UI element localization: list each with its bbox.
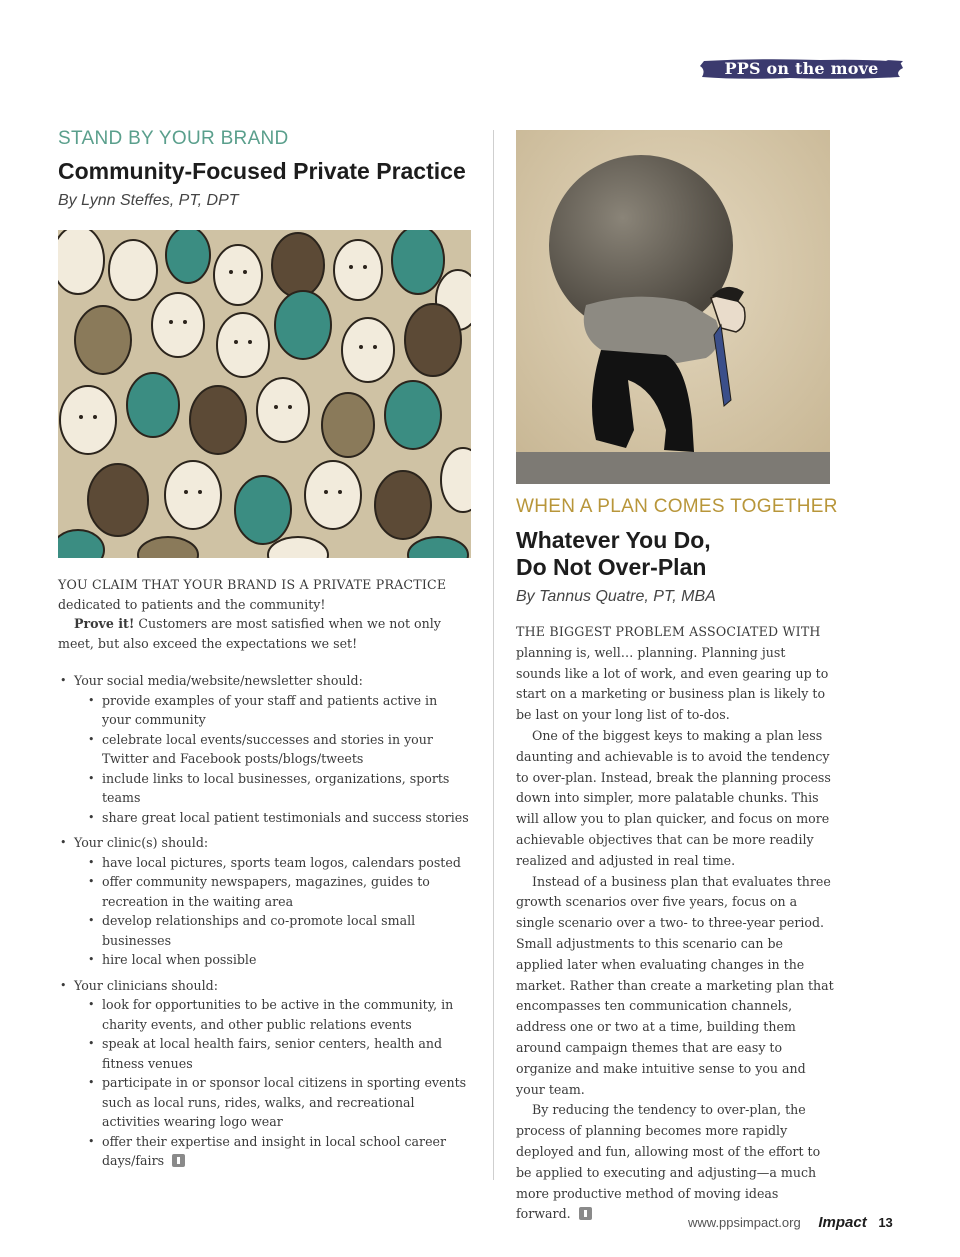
section-banner xyxy=(700,58,903,80)
list-item: • hire local when possible xyxy=(74,950,470,970)
list-item: • share great local patient testimonials and success stories xyxy=(74,808,470,828)
left-article-title: Community-Focused Private Practice xyxy=(58,158,466,184)
left-article-body xyxy=(58,575,470,1177)
boulder-illustration-graphic xyxy=(516,130,830,484)
list-group xyxy=(58,671,470,827)
right-article-body xyxy=(516,622,834,1225)
list-item-text: offer their expertise and insight in local school career days/fairs xyxy=(102,1133,447,1168)
list-item: • offer community newspapers, magazines, guides to recreation in the waiting area xyxy=(74,872,470,911)
right-intro-rest: planning is, well… planning. Planning just sounds like a lot of work, and even gearing up to start on a marketing or business plan is likely to be last on your long list of to-dos. xyxy=(516,644,829,723)
end-of-article-icon xyxy=(172,1154,185,1167)
footer-url[interactable]: www.ppsimpact.org xyxy=(688,1215,801,1230)
right-paragraph: Instead of a business plan that evaluates three growth scenarios over five years, focus on a single scenario over a two- to three-year period. Small adjustments to this scenario can be applied later when evaluating changes in the market. Rather than create a marketing plan that encompasses ten communication channels, address one or two at a time, building them around campaign themes that are easy to organize and make intuitive sense to you and your team. xyxy=(516,873,834,1097)
list-item: • speak at local health fairs, senior centers, health and fitness venues xyxy=(74,1034,470,1073)
right-article-title-line1: Whatever You Do, xyxy=(516,527,711,553)
list-item: • provide examples of your staff and patients active in your community xyxy=(74,691,470,730)
column-divider xyxy=(493,130,494,1180)
right-article-title xyxy=(516,527,711,581)
right-paragraph: By reducing the tendency to over-plan, the process of planning becomes more rapidly deployed and fun, allowing most of the effort to be applied to executing and adjusting—a much more productive method of moving ideas forward. xyxy=(516,1102,821,1222)
section-banner-label: PPS on the move xyxy=(724,59,879,78)
list-item xyxy=(74,1132,470,1171)
page-number: 13 xyxy=(878,1215,893,1230)
end-of-article-icon xyxy=(579,1207,592,1220)
right-intro-caps: THE BIGGEST PROBLEM ASSOCIATED WITH xyxy=(516,624,821,639)
list-item: • look for opportunities to be active in the community, in charity events, and other public relations events xyxy=(74,995,470,1034)
right-paragraph: One of the biggest keys to making a plan less daunting and achievable is to avoid the tendency to over-plan. Instead, break the planning process down into simpler, more palatable chunks. This will allow you to plan quicker, and focus on more achievable objectives that can be more readily realized and adjusted in real time. xyxy=(516,727,831,868)
left-article-kicker: STAND BY YOUR BRAND xyxy=(58,128,289,149)
list-item: • participate in or sponsor local citizens in sporting events such as local runs, rides, walks, and recreational activities wearing logo wear xyxy=(74,1073,470,1132)
right-article-kicker: WHEN A PLAN COMES TOGETHER xyxy=(516,496,838,517)
right-article-title-line2: Do Not Over-Plan xyxy=(516,554,707,580)
left-intro-caps: YOU CLAIM THAT YOUR BRAND IS A PRIVATE PRACTICE xyxy=(58,577,447,592)
list-group-heading: Your clinic(s) should: xyxy=(74,835,209,850)
footer-brand: Impact xyxy=(818,1214,867,1231)
left-article-byline: By Lynn Steffes, PT, DPT xyxy=(58,192,239,209)
list-group xyxy=(58,976,470,1171)
crowd-illustration xyxy=(58,230,471,558)
list-item: • have local pictures, sports team logos, calendars posted xyxy=(74,853,470,873)
list-item: • include links to local businesses, organizations, sports teams xyxy=(74,769,470,808)
list-group-heading: Your clinicians should: xyxy=(74,977,218,993)
list-group xyxy=(58,833,470,970)
recommendation-list xyxy=(58,671,470,1171)
prove-it-bold: Prove it! xyxy=(74,616,135,631)
list-item: • develop relationships and co-promote local small businesses xyxy=(74,911,470,950)
prove-it-text: Customers are most satisfied when we not only meet, but also exceed the expectations we set! xyxy=(58,616,441,651)
left-intro-rest: dedicated to patients and the community! xyxy=(58,596,326,612)
footer xyxy=(688,1214,893,1231)
list-group-heading: Your social media/website/newsletter should: xyxy=(74,673,363,688)
right-article-byline: By Tannus Quatre, PT, MBA xyxy=(516,588,716,605)
man-carrying-boulder-illustration xyxy=(516,130,830,484)
crowd-illustration-graphic xyxy=(58,230,471,558)
list-item: • celebrate local events/successes and stories in your Twitter and Facebook posts/blogs/tweets xyxy=(74,730,470,769)
